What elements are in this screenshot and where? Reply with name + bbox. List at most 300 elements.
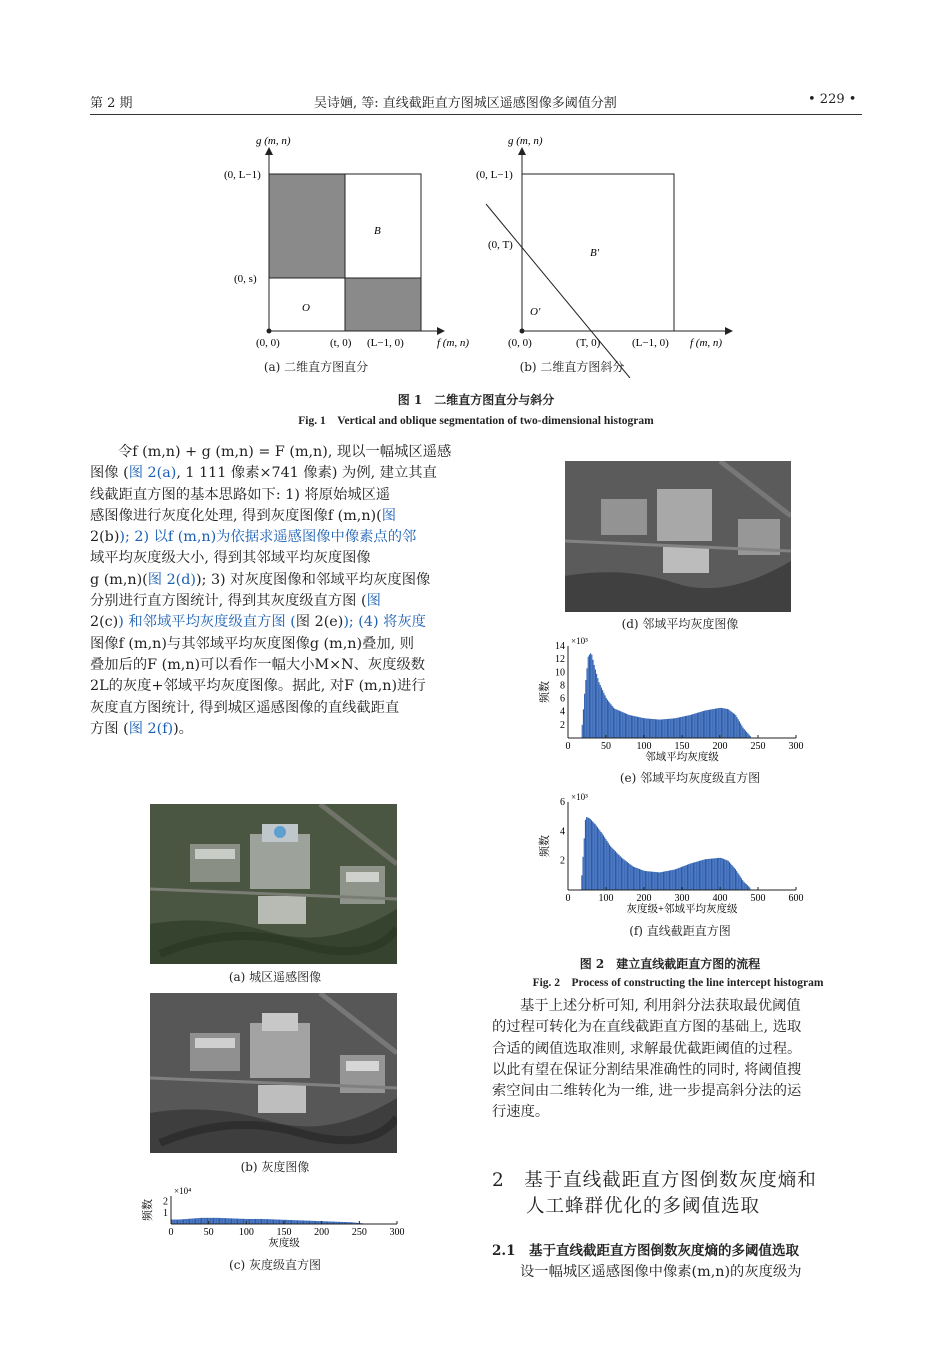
histogram-bar [250,1219,251,1224]
histogram-bar [177,1220,178,1224]
histogram-bar [613,849,614,890]
histogram-bar [197,1218,198,1224]
histogram-bar [656,872,657,890]
fig2-title-en: Fig. 2 Process of constructing the line intercept histogram [532,977,824,989]
figure-reference-link[interactable]: 图 2(d) [147,571,196,588]
histogram-bar [668,871,669,890]
histogram-bar [734,714,735,738]
fig1-diagram [212,128,752,378]
histogram-bar [615,851,616,890]
right_text-line: 以此有望在保证分割结果准确性的同时, 将阈值搜 [492,1061,802,1078]
fig1a-shaded-region-bottom [345,278,421,331]
histogram-bar [705,710,706,738]
histogram-bar [724,859,725,890]
histogram-bar [693,863,694,890]
histogram-bar [265,1219,266,1224]
histogram-bar [707,859,708,890]
histogram-bar [219,1218,220,1224]
histogram-bar [675,869,676,890]
x-axis-label: 邻域平均灰度级 [645,752,719,763]
figure-reference-link[interactable]: ); (4) 将灰度 [343,614,426,631]
histogram-bar [719,858,720,890]
left_text-line: 感图像进行灰度化处理, 得到灰度图像f (m,n)(图 [90,507,397,524]
y-tick-label: 2 [560,855,565,867]
histogram-bar [610,846,611,890]
histogram-bar [293,1220,294,1224]
histogram-bar [616,852,617,890]
histogram-bar [694,862,695,890]
histogram-bar [207,1218,208,1224]
histogram-bar [722,858,723,890]
y-tick-label: 14 [555,641,565,652]
histogram-bar [639,869,640,890]
histogram-bar [621,712,622,738]
x-tick-label: 200 [712,741,728,752]
histogram-bar [271,1219,272,1224]
histogram-bar [181,1219,182,1224]
histogram-bar [711,709,712,738]
figure-reference-link[interactable]: 图 2(a) [128,465,177,482]
fig2d-caption: (d) 邻域平均灰度图像 [621,617,739,631]
histogram-bar [700,712,701,738]
histogram-bar [669,871,670,890]
histogram-bar [685,716,686,738]
left_text-line: 2(b)); 2) 以f (m,n)为依据求遥感图像中像素点的邻 [90,529,417,546]
histogram-bar [734,868,735,890]
histogram-bar [671,870,672,890]
x-tick-label: 300 [674,893,690,904]
histogram-bar [698,712,699,738]
histogram-bar [581,875,582,890]
histogram-bar [617,854,618,890]
histogram-bar [596,674,597,738]
histogram-bar [733,713,734,738]
y-axis-label: 频数 [539,835,551,857]
section-2-heading-line1: 2 基于直线截距直方图倒数灰度熵和 [492,1170,817,1191]
histogram-bar [718,858,719,890]
histogram-bar [705,859,706,890]
histogram-bar [624,713,625,738]
fig1a-xend: (L−1, 0) [367,337,404,349]
histogram-bar [667,871,668,890]
histogram-bar [242,1219,243,1224]
histogram-bar [717,708,718,738]
histogram-bar [232,1218,233,1224]
histogram-bar [275,1219,276,1224]
histogram-bar [212,1218,213,1224]
histogram-bar [661,719,662,738]
figure-reference-link[interactable]: ); 2) 以f (m,n)为依据求遥感图像中像素点的邻 [119,529,417,546]
histogram-bar [710,709,711,738]
histogram-bar [598,682,599,738]
histogram-bar [697,713,698,738]
histogram-bar [703,711,704,738]
histogram-bar [637,717,638,738]
histogram-bar [663,872,664,890]
y-scale-factor: ×10³ [571,636,588,646]
histogram-bar [732,712,733,738]
histogram-bar [601,688,602,738]
running-title: 吴诗婳, 等: 直线截距直方图城区遥感图像多阈值分割 [314,96,617,111]
histogram-bar [640,869,641,890]
left_text-line: 图像f (m,n)与其邻域平均灰度图像g (m,n)叠加, 则 [90,635,415,652]
histogram-bar [218,1218,219,1224]
histogram-bar [654,719,655,738]
histogram-bar [259,1219,260,1224]
histogram-bar [237,1219,238,1224]
fig1b-region-O: O′ [530,306,541,318]
left_text-line: 2L的灰度+邻域平均灰度图像。据此, 对F (m,n)进行 [90,678,426,695]
histogram-bar [631,865,632,890]
histogram-bar [740,876,741,890]
histogram-bar [726,709,727,738]
histogram-bar [679,868,680,890]
fig2e-histogram [528,632,828,768]
histogram-bar [725,860,726,890]
histogram-bar [656,719,657,738]
histogram-bar [736,871,737,890]
histogram-bar [672,719,673,738]
y-tick-label: 2 [560,719,565,731]
left_text-line: 方图 (图 2(f))。 [90,720,193,737]
histogram-bar [286,1220,287,1224]
x-tick-label: 100 [238,1227,254,1238]
histogram-bar [657,872,658,890]
histogram-bar [723,859,724,890]
fig2c-histogram [138,1182,418,1252]
x-tick-label: 600 [788,893,804,904]
histogram-bar [606,698,607,738]
histogram-bar [244,1219,245,1224]
histogram-bar [652,719,653,738]
histogram-bar [627,714,628,738]
histogram-bar [266,1219,267,1224]
histogram-bar [668,719,669,738]
histogram-bar [735,869,736,890]
histogram-bar [722,708,723,738]
histogram-bar [269,1219,270,1224]
histogram-bar [716,858,717,890]
histogram-bar [684,716,685,738]
x-tick-label: 0 [565,893,571,904]
histogram-bar [731,865,732,890]
histogram-bar [625,713,626,738]
histogram-bar [272,1219,273,1224]
histogram-bar [281,1220,282,1224]
histogram-bar [199,1218,200,1224]
histogram-bar [674,718,675,738]
histogram-bar [679,717,680,738]
histogram-bar [717,858,718,890]
histogram-bar [669,719,670,738]
histogram-bar [585,680,586,738]
subsection-2-1-text: 设一幅城区遥感图像中像素(m,n)的灰度级为 [520,1264,802,1280]
histogram-bar [627,862,628,890]
y-tick-label: 6 [560,797,565,808]
histogram-bar [677,868,678,890]
fig2a-caption: (a) 城区遥感图像 [228,970,322,984]
histogram-bar [604,695,605,738]
histogram-bar [692,714,693,738]
x-tick-label: 300 [389,1227,405,1238]
histogram-bar [179,1219,180,1224]
figure-reference-link[interactable]: 图 [381,507,397,524]
histogram-bar [268,1219,269,1224]
histogram-bar [584,694,585,738]
x-tick-label: 500 [750,893,766,904]
histogram-bar [200,1218,201,1224]
body-paragraph-right [492,996,864,1124]
histogram-bar [744,729,745,738]
right_text-line: 索空间由二维转化为一维, 进一步提高斜分法的运 [492,1083,802,1100]
histogram-bar [602,834,603,890]
histogram-bar [295,1220,296,1224]
histogram-bar [267,1219,268,1224]
histogram-bar [639,717,640,738]
histogram-bar [585,820,586,890]
histogram-bar [239,1219,240,1224]
histogram-bar [712,858,713,890]
figure-reference-link[interactable]: 图 2(f) [128,720,174,737]
fig1a-caption: (a) 二维直方图直分 [263,360,369,374]
histogram-bar [733,866,734,890]
histogram-bar [746,732,747,738]
histogram-bar [173,1220,174,1224]
histogram-bar [640,718,641,738]
journal-issue: 第 2 期 [90,96,133,111]
fig2a-urban-remote-sensing-image [150,804,397,964]
histogram-bar [201,1218,202,1224]
histogram-bar [615,709,616,738]
page-number: • 229 • [808,92,857,107]
histogram-bar [248,1219,249,1224]
histogram-bar [280,1220,281,1224]
histogram-bar [176,1220,177,1224]
histogram-bar [694,714,695,738]
histogram-bar [633,867,634,890]
fig2-title-cn: 图 2 建立直线截距直方图的流程 [579,957,761,971]
fig1b-origin: (0, 0) [508,337,532,349]
fig1a-ylabel: g (m, n) [256,135,291,147]
histogram-bar [214,1218,215,1224]
histogram-bar [610,704,611,738]
histogram-bar [307,1221,308,1224]
histogram-bar [583,857,584,890]
histogram-bar [625,860,626,890]
histogram-bar [680,717,681,738]
left_text-line: 图像 (图 2(a), 1 111 像素×741 像素) 为例, 建立其直 [90,465,437,482]
fig1b-panel [476,135,732,378]
histogram-bar [183,1219,184,1224]
histogram-bar [632,716,633,738]
histogram-bar [748,886,749,890]
histogram-bar [596,825,597,890]
y-scale-factor: ×10⁴ [174,1186,192,1196]
histogram-bar [302,1220,303,1224]
y-axis-label: 频数 [539,681,551,703]
histogram-bar [706,859,707,890]
x-tick-label: 100 [598,893,614,904]
x-axis-label: 灰度级+邻域平均灰度级 [626,904,738,915]
histogram-bar [723,708,724,738]
histogram-bar [629,864,630,890]
histogram-bar [678,718,679,738]
histogram-bar [628,863,629,890]
histogram-bar [746,884,747,890]
histogram-bar [680,867,681,890]
histogram-bar [662,719,663,738]
right_text-line: 行速度。 [492,1104,550,1121]
histogram-bar [718,708,719,738]
histogram-bar [713,858,714,890]
histogram-bar [645,871,646,890]
histogram-bar [292,1220,293,1224]
histogram-bar [747,885,748,890]
histogram-bar [626,861,627,890]
x-axis-label: 灰度级 [268,1238,300,1249]
histogram-bar [609,703,610,738]
histogram-bar [651,719,652,738]
histogram-bar [611,848,612,890]
fig1a-panel [224,135,469,349]
histogram-bar [597,827,598,890]
fig1b-xmid: (T, 0) [576,337,601,349]
left_text-line: 灰度直方图统计, 得到城区遥感图像的直线截距直 [90,699,400,716]
histogram-bar [742,880,743,890]
histogram-bar [631,715,632,738]
y-tick-label: 1 [163,1207,168,1219]
histogram-bar [256,1219,257,1224]
histogram-bar [741,726,742,738]
fig1a-region-B: B [374,225,381,237]
histogram-bar [243,1219,244,1224]
histogram-bar [710,859,711,890]
histogram-bar [681,867,682,890]
histogram-bar [649,719,650,738]
histogram-bar [635,868,636,890]
histogram-bar [632,866,633,890]
fig1a-xlabel: f (m, n) [437,337,470,349]
histogram-bar [205,1218,206,1224]
left_text-line: g (m,n)(图 2(d)); 3) 对灰度图像和邻域平均灰度图像 [90,571,431,588]
histogram-bar [742,728,743,738]
fig1b-ylabel: g (m, n) [508,135,543,147]
histogram-bar [230,1218,231,1224]
histogram-bar [273,1219,274,1224]
histogram-bar [236,1219,237,1224]
x-tick-label: 0 [168,1227,174,1238]
histogram-bar [703,860,704,890]
histogram-bar [604,837,605,890]
histogram-bar [616,710,617,738]
histogram-bar [685,866,686,890]
fig1b-xend: (L−1, 0) [632,337,669,349]
histogram-bar [704,860,705,890]
histogram-bar [206,1218,207,1224]
y-axis-label: 频数 [142,1199,154,1221]
histogram-bar [655,719,656,738]
figure-reference-link[interactable]: ) 和邻域平均灰度级直方图 ( [118,614,296,631]
histogram-bar [626,714,627,738]
histogram-bar [655,872,656,890]
histogram-bar [743,882,744,890]
histogram-bar [634,716,635,738]
histogram-bar [727,709,728,738]
histogram-bar [193,1218,194,1224]
y-tick-label: 8 [560,680,565,692]
histogram-bar [735,715,736,738]
histogram-bar [682,717,683,738]
figure-reference-link[interactable]: 图 [366,593,381,610]
histogram-bar [648,719,649,738]
histogram-bar [692,863,693,890]
x-tick-label: 200 [636,893,652,904]
histogram-bar [730,864,731,890]
histogram-bar [603,835,604,890]
histogram-bar [687,865,688,890]
histogram-bar [691,715,692,738]
histogram-bar [652,872,653,890]
histogram-bar [297,1220,298,1224]
histogram-bar [673,718,674,738]
histogram-bar [595,824,596,890]
histogram-bar [202,1218,203,1224]
histogram-bar [693,714,694,738]
left_text-line: 叠加后的F (m,n)可以看作一幅大小M×N、灰度级数 [90,656,426,673]
fig2b-grayscale-image [150,993,397,1153]
fig1a-origin: (0, 0) [256,337,280,349]
histogram-bar [226,1218,227,1224]
histogram-bar [663,719,664,738]
histogram-bar [721,858,722,890]
x-tick-label: 250 [750,741,766,752]
histogram-bar [274,1219,275,1224]
y-tick-label: 4 [560,706,565,718]
histogram-bar [249,1219,250,1224]
histogram-bar [697,862,698,890]
x-tick-label: 250 [351,1227,367,1238]
histogram-bar [702,711,703,738]
fig2d-neighborhood-average-image [565,461,791,612]
x-tick-label: 50 [203,1227,214,1238]
histogram-bar [628,715,629,738]
histogram-bar [676,718,677,738]
right_text-line: 基于上述分析可知, 利用斜分法获取最优阈值 [520,998,801,1014]
histogram-bar [622,712,623,738]
histogram-bar [299,1220,300,1224]
histogram-bar [720,708,721,738]
left_text-line: 令f (m,n) + g (m,n) = F (m,n), 现以一幅城区遥感 [118,444,452,460]
histogram-bar [279,1220,280,1224]
histogram-bar [618,710,619,738]
histogram-bar [649,871,650,890]
histogram-bar [724,709,725,738]
histogram-bar [737,873,738,890]
histogram-bar [747,733,748,738]
histogram-bar [712,709,713,738]
fig2e-caption: (e) 邻域平均灰度级直方图 [619,771,761,785]
histogram-bar [592,660,593,738]
histogram-bar [637,868,638,890]
histogram-bar [660,720,661,738]
histogram-bar [231,1218,232,1224]
histogram-bar [187,1219,188,1224]
fig2b-caption: (b) 灰度图像 [240,1160,310,1174]
histogram-bar [305,1221,306,1224]
left_text-line: 线截距直方图的基本思路如下: 1) 将原始城区遥 [90,486,391,503]
histogram-bar [686,865,687,890]
histogram-bar [688,715,689,738]
